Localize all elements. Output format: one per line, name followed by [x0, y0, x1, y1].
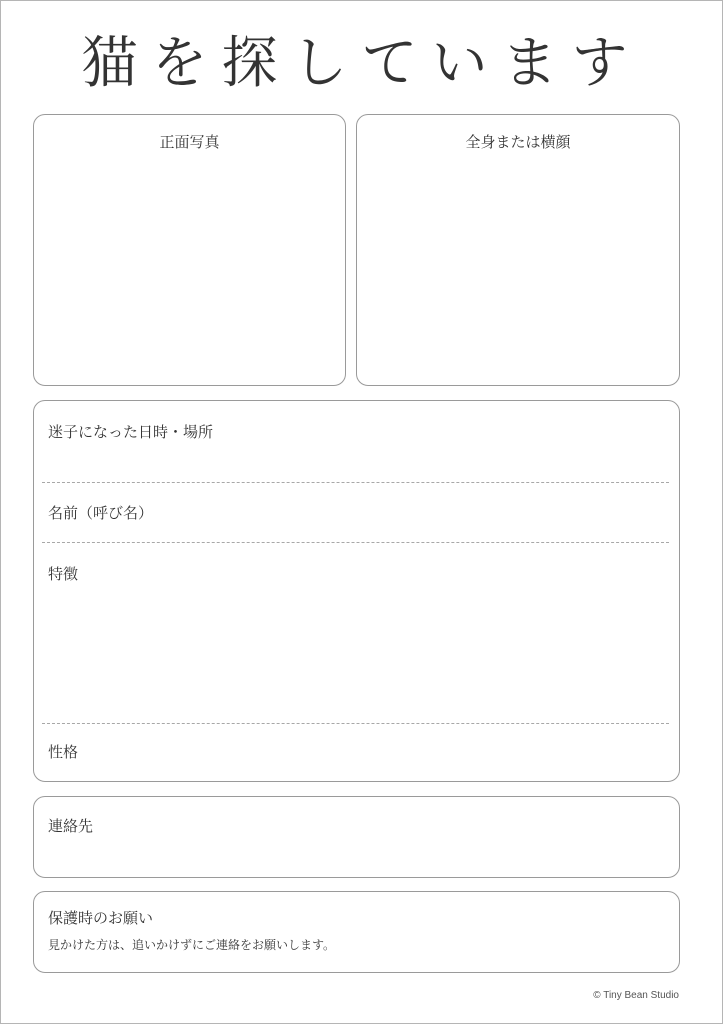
- lost-datetime-place-label: 迷子になった日時・場所: [48, 423, 214, 441]
- request-note: 見かけた方は、追いかけずにご連絡をお願いします。: [48, 938, 336, 952]
- contact-label: 連絡先: [48, 817, 94, 835]
- request-label: 保護時のお願い: [48, 909, 154, 927]
- side-photo-label: 全身または横顔: [465, 133, 571, 151]
- copyright-text: © Tiny Bean Studio: [593, 990, 679, 1001]
- front-photo-box: [33, 114, 346, 386]
- request-box: [33, 891, 680, 973]
- front-photo-label: 正面写真: [159, 133, 220, 151]
- name-label: 名前（呼び名）: [48, 504, 154, 522]
- divider: [42, 482, 669, 483]
- personality-label: 性格: [48, 743, 79, 761]
- divider: [42, 723, 669, 724]
- contact-box: [33, 796, 680, 878]
- features-label: 特徴: [48, 565, 79, 583]
- side-photo-box: [356, 114, 680, 386]
- info-box: [33, 400, 680, 782]
- divider: [42, 542, 669, 543]
- poster-title: 猫を探しています: [81, 31, 642, 96]
